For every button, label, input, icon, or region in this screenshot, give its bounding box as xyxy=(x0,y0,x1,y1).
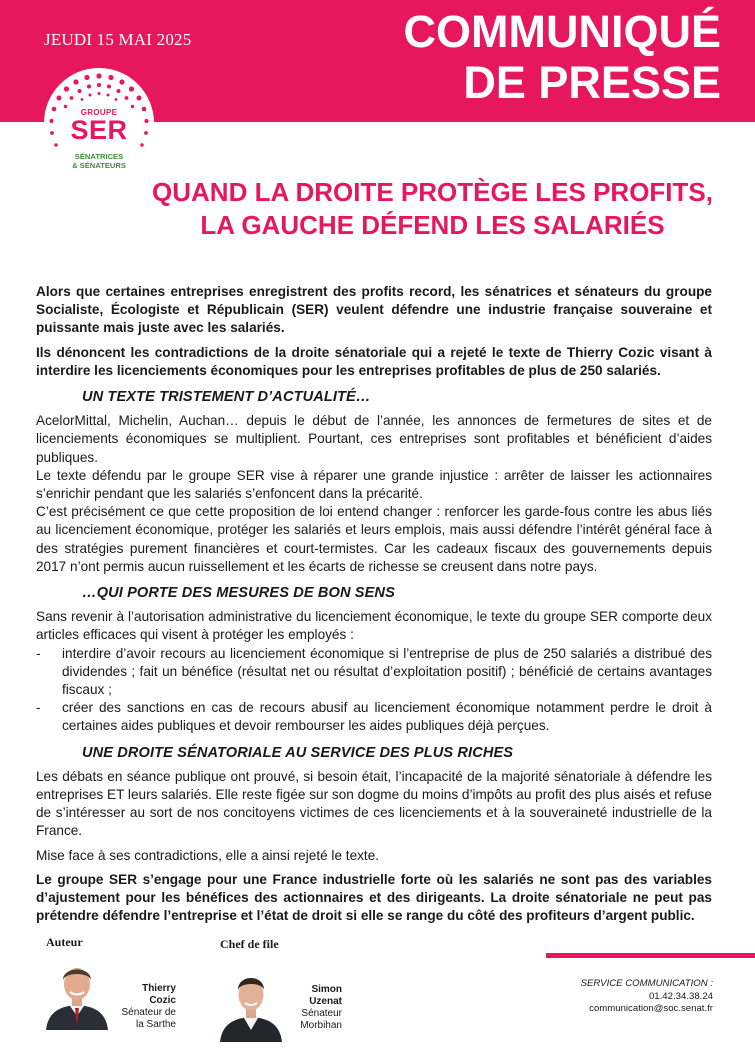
lead-role: Sénateur Morbihan xyxy=(300,1008,342,1031)
author-role: Sénateur de la Sarthe xyxy=(121,1007,176,1030)
lead-name: Simon Uzenat xyxy=(309,984,342,1007)
headline-line-1: QUAND LA DROITE PROTÈGE LES PROFITS, xyxy=(152,177,713,207)
section-1-title: UN TEXTE TRISTEMENT D’ACTUALITÉ… xyxy=(82,389,371,406)
press-release-body xyxy=(36,283,712,932)
service-communication xyxy=(493,978,713,1016)
conclusion-paragraph: Le groupe SER s’engage pour une France industrielle forte où les salariés ne sont pas des variables d’ajustement pour les bénéfices des actionnaires et des dirigeants. La droite sénatoriale ne peut pas prétendre défendre l’entreprise et l’état de droit si elle se range du côté des profiteurs d’argent public. xyxy=(36,871,712,924)
headline-line-2: LA GAUCHE DÉFEND LES SALARIÉS xyxy=(200,210,665,240)
author-label: Auteur xyxy=(46,935,83,949)
author-name: Thierry Cozic xyxy=(142,983,176,1006)
bullet-dash-icon: - xyxy=(36,700,41,716)
logo-ser-text: SER xyxy=(70,115,128,145)
title-line-2: DE PRESSE xyxy=(463,57,721,108)
document-type-title xyxy=(321,6,721,108)
footer-accent-bar xyxy=(546,953,755,958)
section-1-paragraph-3: C’est précisément ce que cette proposition de loi entend changer : renforcer les garde-fous contre les abus liés au licenciement économique, protéger les salariés et leurs emplois, mais aussi défendre l’intérêt général face à des stratégies purement financières et court-termistes. Car les cadeaux fiscaux des gouvernements depuis 2017 n’ont permis aucun ruissellement et les écarts de richesse se creusent dans notre pays. xyxy=(36,504,712,574)
section-3-paragraph-1: Les débats en séance publique ont prouvé, si besoin était, l’incapacité de la majorité sénatoriale à défendre les entreprises ET leurs salariés. Elle reste figée sur son dogme du moins d’impôts au profit des plus aisés et refuse de s’intéresser au sort de nos concitoyens victimes de ces licenciements et à la souveraineté industrielle de la France. xyxy=(36,768,712,839)
service-phone[interactable]: 01.42.34.38.24 xyxy=(648,990,713,1002)
list-item: - interdire d’avoir recours au licenciement économique si l’entreprise de plus de 250 salariés a distribué des dividendes ; fait un bénéfice (résultat net ou résultat d’exploitation positif) ; bénéficié de certains avantages fiscaux ; xyxy=(36,645,712,698)
service-label: SERVICE COMMUNICATION : xyxy=(580,978,713,989)
lead-photo xyxy=(216,962,286,1042)
intro-paragraph-1: Alors que certaines entreprises enregistrent des profits record, les sénatrices et sénateurs du groupe Socialiste, Écologiste et Républicain (SER) veulent défendre une industrie française souveraine et puissante mais juste avec les salariés. xyxy=(36,284,712,336)
bullet-dash-icon: - xyxy=(36,645,41,661)
logo-subtitle: SÉNATRICES & SÉNATEURS xyxy=(72,152,126,170)
lead-portrait-icon xyxy=(216,962,286,1042)
section-3-paragraph-2: Mise face à ses contradictions, elle a ainsi rejeté le texte. xyxy=(36,847,380,863)
section-3-title: UNE DROITE SÉNATORIALE AU SERVICE DES PLUS RICHES xyxy=(82,744,514,761)
release-date: JEUDI 15 MAI 2025 xyxy=(44,30,192,49)
section-1-paragraph-2: Le texte défendu par le groupe SER vise à réparer une grande injustice : arrêter de laisser les actionnaires s’enrichir pendant que les salariés s’enfoncent dans la précarité. xyxy=(36,467,712,502)
logo-groupe-text: GROUPE xyxy=(80,108,118,117)
intro-paragraph-2: Ils dénoncent les contradictions de la droite sénatoriale qui a rejeté le texte de Thierry Cozic visant à interdire les licenciements économiques pour les entreprises profitables de plus de 250 salariés. xyxy=(36,344,712,378)
headline xyxy=(150,176,715,242)
measures-list xyxy=(36,645,712,736)
section-1-paragraph-1: AcelorMittal, Michelin, Auchan… depuis le début de l’année, les annonces de fermetures de sites et de licenciements économiques se multiplient. Pourtant, ces entreprises sont profitables et bénéficient d’aides publiques. xyxy=(36,413,712,465)
list-item: - créer des sanctions en cas de recours abusif au licenciement économique notamment perdre le droit à certaines aides publiques et devoir rembourser les aides publiques déjà perçues. xyxy=(36,700,712,734)
title-line-1: COMMUNIQUÉ xyxy=(403,6,721,57)
service-email[interactable]: communication@soc.senat.fr xyxy=(589,1003,713,1014)
ser-group-logo xyxy=(44,68,154,178)
section-2-title: …QUI PORTE DES MESURES DE BON SENS xyxy=(82,585,395,602)
lead-label: Chef de file xyxy=(220,937,279,951)
section-2-paragraph-1: Sans revenir à l’autorisation administrative du licenciement économique, le texte du groupe SER comporte deux articles efficaces qui visent à protéger les employés : xyxy=(36,609,712,643)
